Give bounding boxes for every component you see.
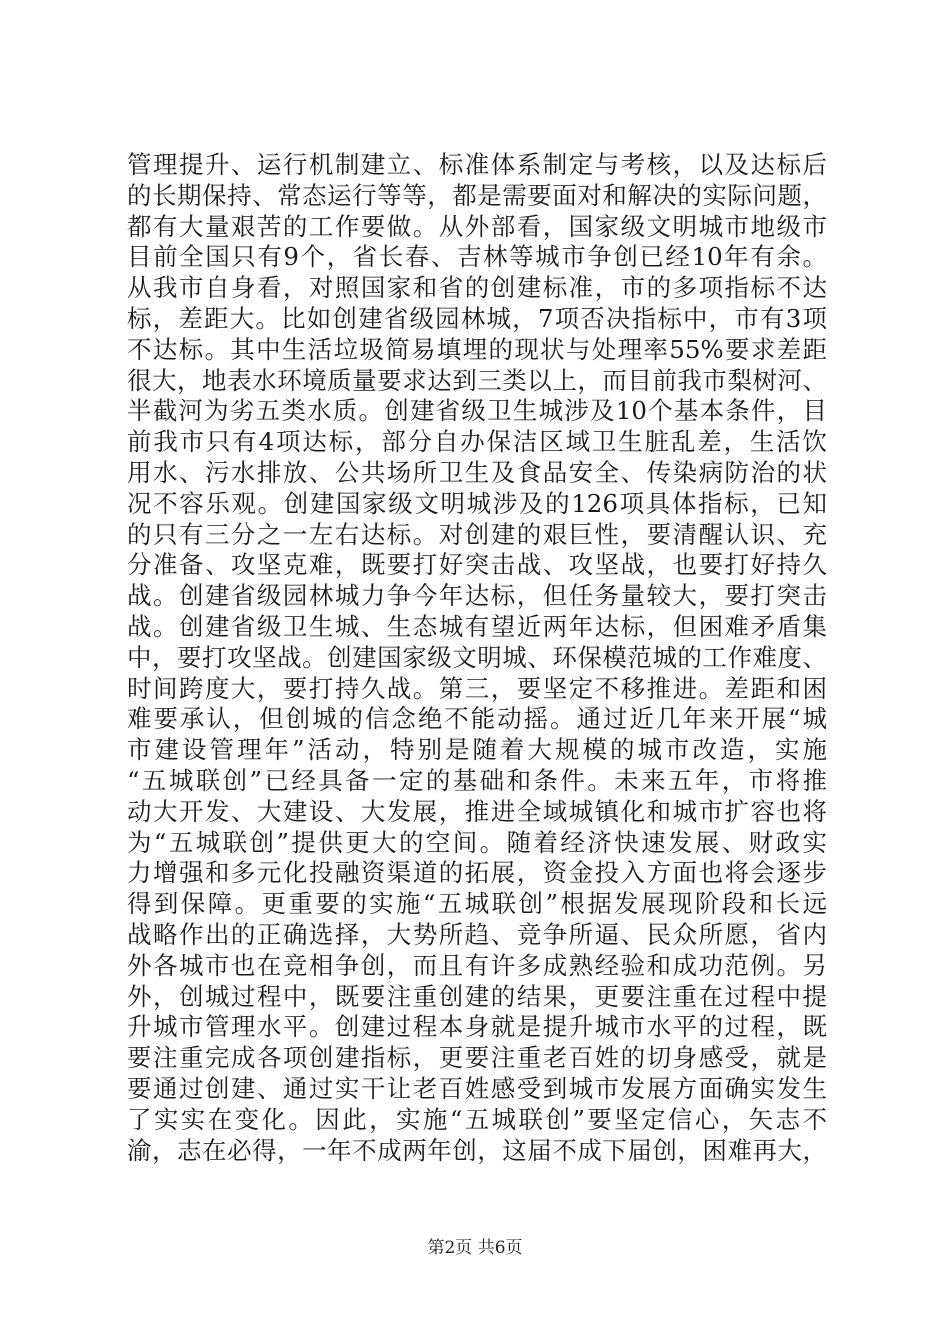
- text-line: 管理提升、运行机制建立、标准体系制定与考核，以及达标后: [127, 150, 827, 179]
- text-line: 很大，地表水环境质量要求达到三类以上，而目前我市梨树河、: [127, 365, 827, 395]
- text-line: 的长期保持、常态运行等等，都是需要面对和解决的实际问题，: [127, 180, 827, 210]
- text-line: 时间跨度大，要打持久战。第三，要坚定不移推进。差距和困: [127, 673, 827, 703]
- text-line: 为“五城联创”提供更大的空间。随着经济快速发展、财政实: [127, 827, 827, 857]
- text-line: 中，要打攻坚战。创建国家级文明城、环保模范城的工作难度、: [127, 642, 827, 672]
- text-line: 力增强和多元化投融资渠道的拓展，资金投入方面也将会逐步: [127, 858, 827, 888]
- text-line: 战略作出的正确选择，大势所趋、竞争所逼、民众所愿，省内: [127, 919, 827, 949]
- text-line: 的只有三分之一左右达标。对创建的艰巨性，要清醒认识、充: [127, 519, 827, 549]
- text-line: 分准备、攻坚克难，既要打好突击战、攻坚战，也要打好持久: [127, 550, 827, 580]
- text-line: 半截河为劣五类水质。创建省级卫生城涉及10个基本条件，目: [127, 396, 827, 426]
- text-line: 都有大量艰苦的工作要做。从外部看，国家级文明城市地级市: [127, 211, 827, 241]
- text-line: 战。创建省级卫生城、生态城有望近两年达标，但困难矛盾集: [127, 611, 827, 641]
- text-line: 难要承认，但创城的信念绝不能动摇。通过近几年来开展“城: [127, 704, 827, 734]
- text-line: 前我市只有4项达标，部分自办保洁区域卫生脏乱差，生活饮: [127, 427, 827, 457]
- body-paragraph: [127, 150, 827, 1166]
- text-line: 标，差距大。比如创建省级园林城，7项否决指标中，市有3项: [127, 303, 827, 333]
- text-line: 得到保障。更重要的实施“五城联创”根据发展现阶段和长远: [127, 889, 827, 919]
- text-line: 不达标。其中生活垃圾简易填埋的现状与处理率55%要求差距: [127, 334, 827, 364]
- text-line: 要注重完成各项创建指标，更要注重老百姓的切身感受，就是: [127, 1043, 827, 1073]
- text-line: 了实实在变化。因此，实施“五城联创”要坚定信心，矢志不: [127, 1104, 827, 1134]
- text-line: 况不容乐观。创建国家级文明城涉及的126项具体指标，已知: [127, 488, 827, 518]
- text-line: 战。创建省级园林城力争今年达标，但任务量较大，要打突击: [127, 581, 827, 611]
- text-line: 从我市自身看，对照国家和省的创建标准，市的多项指标不达: [127, 273, 827, 303]
- text-line: “五城联创”已经具备一定的基础和条件。未来五年，市将推: [127, 765, 827, 795]
- text-line: 升城市管理水平。创建过程本身就是提升城市水平的过程，既: [127, 1012, 827, 1042]
- text-line: 渝，志在必得，一年不成两年创，这届不成下届创，困难再大，: [127, 1135, 827, 1165]
- text-line: 外各城市也在竞相争创，而且有许多成熟经验和成功范例。另: [127, 950, 827, 980]
- text-line: 用水、污水排放、公共场所卫生及食品安全、传染病防治的状: [127, 457, 827, 487]
- text-line: 动大开发、大建设、大发展，推进全域城镇化和城市扩容也将: [127, 796, 827, 826]
- page-number-footer: 第2页 共6页: [427, 1238, 523, 1258]
- text-line: 外，创城过程中，既要注重创建的结果，更要注重在过程中提: [127, 981, 827, 1011]
- text-line: 目前全国只有9个，省长春、吉林等城市争创已经10年有余。: [127, 242, 827, 272]
- text-line: 市建设管理年”活动，特别是随着大规模的城市改造，实施: [127, 735, 827, 765]
- text-line: 要通过创建、通过实干让老百姓感受到城市发展方面确实发生: [127, 1073, 827, 1103]
